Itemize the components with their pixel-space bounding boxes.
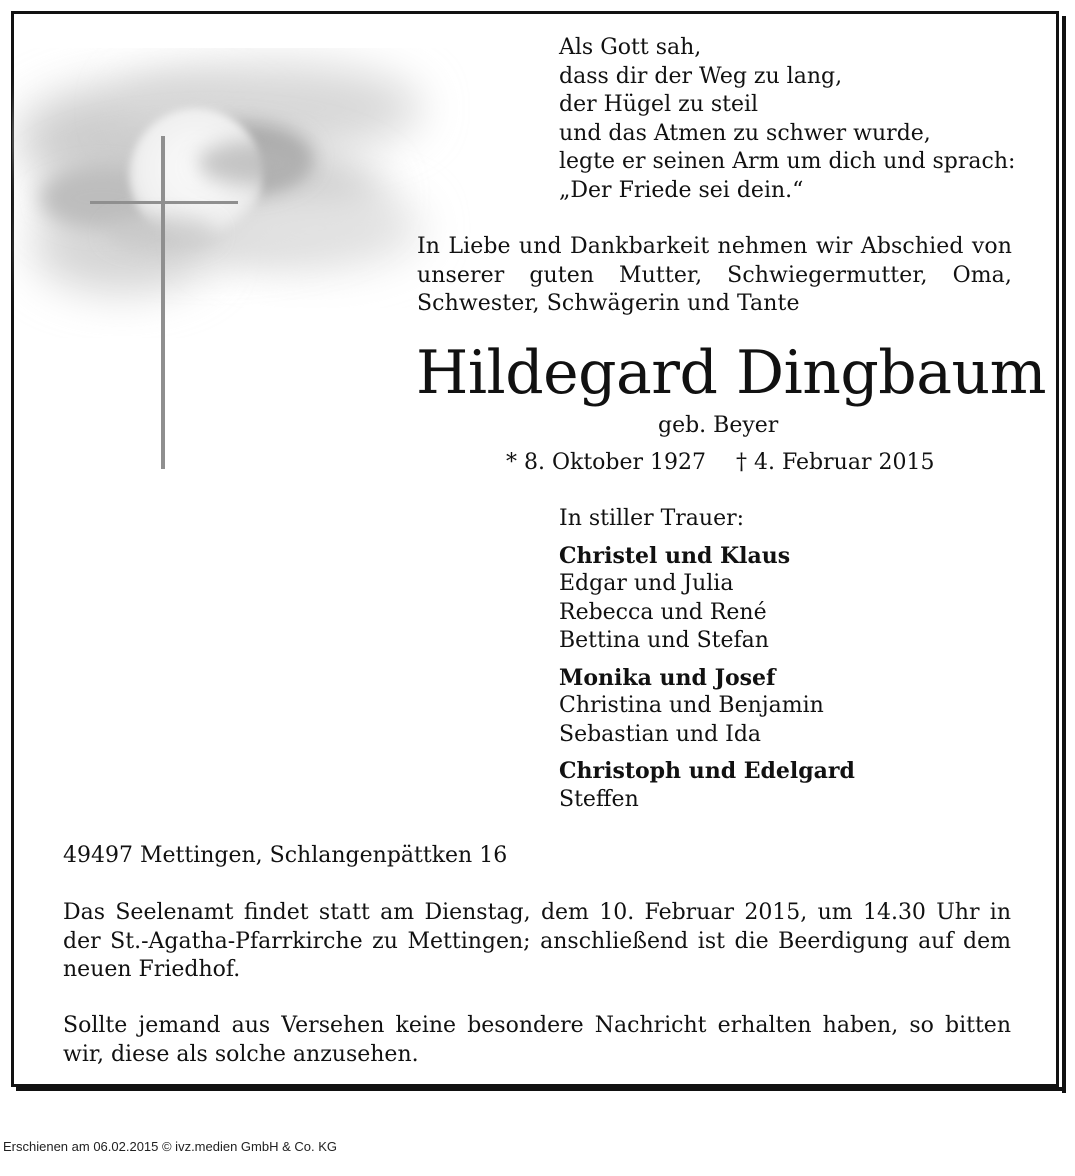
mourners-heading: In stiller Trauer: (559, 506, 745, 531)
maiden-name: geb. Beyer (658, 413, 779, 438)
poem-line: Als Gott sah, (559, 35, 702, 60)
moon-cross-artwork (12, 48, 482, 508)
poem-line: legte er seinen Arm um dich und sprach: (559, 149, 1016, 174)
mourner-group (559, 542, 855, 656)
birth-date: * 8. Oktober 1927 (506, 450, 707, 475)
mourner-member: Steffen (559, 786, 639, 812)
mourner-member: Rebecca und René (559, 599, 767, 625)
poem-line: dass dir der Weg zu lang, (559, 63, 843, 89)
mourner-group (559, 757, 855, 814)
publication-footer: Erschienen am 06.02.2015 © ivz.medien GmbH & Co. KG (3, 1139, 338, 1154)
poem-line: der Hügel zu steil (559, 92, 759, 117)
closing-notice: Sollte jemand aus Versehen keine besondere Nachricht erhalten haben, so bitten wir, diese als solche anzusehen. (63, 1013, 1011, 1067)
mourner-group-lead: Monika und Josef (559, 664, 776, 691)
mourner-member: Edgar und Julia (559, 571, 734, 596)
deceased-name: Hildegard Dingbaum (416, 338, 1047, 408)
poem-line: „Der Friede sei dein.“ (559, 177, 804, 203)
mourner-group (559, 664, 855, 750)
frame-shadow-right (1062, 16, 1066, 1093)
mourners-list (559, 505, 855, 822)
intro-text: In Liebe und Dankbarkeit nehmen wir Abschied von unserer guten Mutter, Schwiegermutter, Oma, Schwester, Schwägerin und Tante (417, 234, 1012, 316)
frame-shadow-bottom (16, 1087, 1066, 1091)
address: 49497 Mettingen, Schlangenpättken 16 (63, 843, 508, 868)
mourner-member: Sebastian und Ida (559, 721, 762, 747)
mourner-group-lead: Christoph und Edelgard (559, 758, 855, 784)
poem-line: und das Atmen zu schwer wurde, (559, 120, 931, 146)
service-notice: Das Seelenamt findet statt am Dienstag, dem 10. Februar 2015, um 14.30 Uhr in der St.-Agatha-Pfarrkirche zu Mettingen; anschließend ist die Beerdigung auf dem neuen Friedhof. (63, 900, 1011, 982)
death-date: † 4. Februar 2015 (736, 450, 935, 475)
mourner-member: Christina und Benjamin (559, 693, 824, 718)
mourner-group-lead: Christel und Klaus (559, 542, 791, 569)
poem (559, 34, 1015, 205)
mourner-member: Bettina und Stefan (559, 628, 769, 653)
